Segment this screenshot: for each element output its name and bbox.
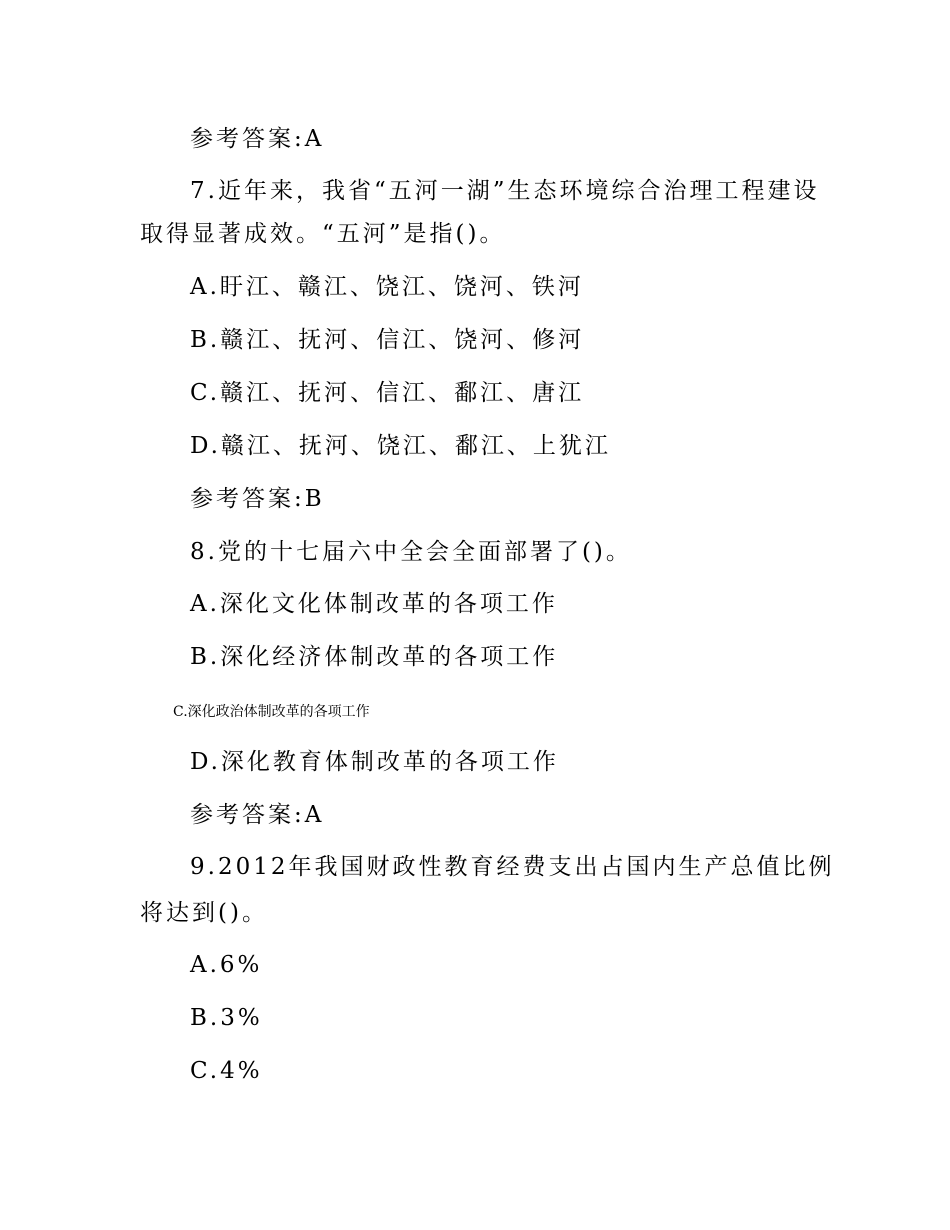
q7-question-line2: 取得显著成效。“五河”是指()。: [140, 221, 506, 247]
q9-question-line1: 9.2012年我国财政性教育经费支出占国内生产总值比例: [190, 854, 835, 880]
q8-option-a: A.深化文化体制改革的各项工作: [190, 591, 558, 617]
q8-option-b: B.深化经济体制改革的各项工作: [190, 644, 559, 670]
q7-option-d: D.赣江、抚河、饶江、鄱江、上犹江: [190, 433, 611, 459]
q9-option-a: A.6%: [190, 952, 263, 978]
q7-option-c: C.赣江、抚河、信江、鄱江、唐江: [190, 380, 585, 406]
q7-answer: 参考答案:B: [190, 486, 325, 512]
q8-option-c: C.深化政治体制改革的各项工作: [173, 704, 370, 720]
q9-option-c: C.4%: [190, 1058, 263, 1084]
q7-option-b: B.赣江、抚河、信江、饶河、修河: [190, 327, 585, 353]
q6-answer: 参考答案:A: [190, 126, 325, 152]
q8-option-d: D.深化教育体制改革的各项工作: [190, 749, 559, 775]
q7-option-a: A.盱江、赣江、饶江、饶河、铁河: [190, 274, 584, 300]
q8-answer: 参考答案:A: [190, 802, 325, 828]
q9-option-b: B.3%: [190, 1005, 263, 1031]
q7-question-line1: 7.近年来，我省“五河一湖”生态环境综合治理工程建设: [190, 178, 820, 204]
q9-question-line2: 将达到()。: [140, 900, 268, 926]
q8-question: 8.党的十七届六中全会全面部署了()。: [190, 539, 632, 565]
